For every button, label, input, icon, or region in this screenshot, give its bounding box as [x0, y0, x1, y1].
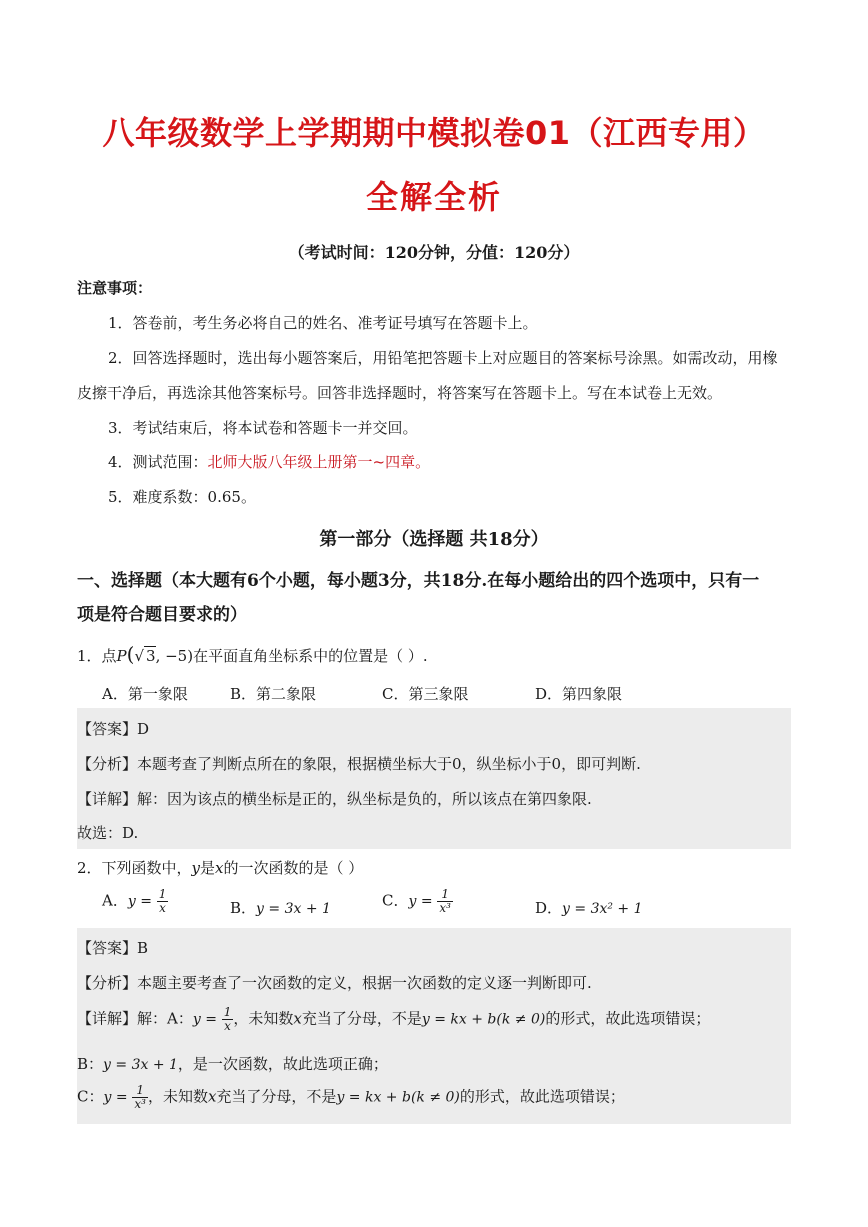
- q2-detail-a-var: x: [293, 1009, 302, 1028]
- q2-detail-b-expr: y = 3x + 1: [103, 1057, 178, 1073]
- q2-var-x: x: [215, 859, 224, 877]
- document-title: 八年级数学上学期期中模拟卷01（江西专用）: [102, 114, 766, 152]
- q1-detail: 【详解】解：因为该点的横坐标是正的，纵坐标是负的，所以该点在第四象限.: [77, 790, 592, 808]
- q2-detail-c-lhs: y =: [103, 1089, 128, 1106]
- q2-option-d-label: D．: [535, 899, 563, 917]
- notice-item-3: 3．考试结束后，将本试卷和答题卡一并交回。: [108, 419, 418, 437]
- q2-detail-c-suffix: 的形式，故此选项错误；: [459, 1087, 625, 1106]
- q2-detail-c-mid1: ，未知数: [147, 1087, 208, 1106]
- question-2-stem: [77, 857, 363, 878]
- q2-analysis: 【分析】本题主要考查了一次函数的定义，根据一次函数的定义逐一判断即可.: [77, 974, 592, 992]
- q2-detail-a-prefix: 【详解】解：A：: [77, 1009, 193, 1028]
- q2-option-a-lhs: y =: [127, 893, 152, 910]
- q2-option-b-label: B．: [230, 899, 257, 917]
- notice-item-1: 1．答卷前，考生务必将自己的姓名、准考证号填写在答题卡上。: [108, 314, 538, 332]
- sqrt-argument: 3: [146, 647, 156, 665]
- q2-detail-b-suffix: ，是一次函数，故此选项正确；: [177, 1055, 388, 1073]
- sqrt-sign: √: [134, 647, 145, 665]
- q2-detail-a-fraction: [222, 1006, 234, 1033]
- question-1-prefix: 1．点: [77, 647, 117, 665]
- q2-detail-c-fraction: [132, 1084, 148, 1111]
- q2-detail-c-mid2: 充当了分母，不是: [216, 1087, 337, 1106]
- q2-detail-c-prefix: C：: [77, 1087, 104, 1106]
- fraction-denominator: x³: [134, 1097, 146, 1111]
- q1-option-b: B．第二象限: [230, 685, 317, 703]
- q2-option-c: [382, 888, 453, 915]
- q2-detail-a-mid2: 充当了分母，不是: [301, 1009, 422, 1028]
- q2-detail-c: [77, 1084, 625, 1111]
- fraction-numerator: 1: [437, 888, 453, 902]
- q2-option-a-label: A．: [102, 891, 128, 910]
- point-open-paren: (: [126, 642, 135, 666]
- q2-detail-a: [77, 1006, 710, 1033]
- q2-detail-a-mid1: ，未知数: [233, 1009, 294, 1028]
- q1-solution-box: [77, 708, 791, 849]
- q2-option-c-label: C．: [382, 891, 409, 910]
- q1-option-a: A．第一象限: [102, 685, 188, 703]
- q2-option-d: [535, 897, 643, 918]
- q2-var-y: y: [191, 859, 201, 877]
- q2-option-c-lhs: y =: [408, 893, 433, 910]
- part-heading: 第一部分（选择题 共18分）: [319, 529, 549, 550]
- fraction-denominator: x: [224, 1019, 231, 1033]
- exam-info: （考试时间：120分钟，分值：120分）: [288, 243, 580, 262]
- q2-detail-b-prefix: B：: [77, 1055, 104, 1073]
- q2-detail-b: [77, 1053, 388, 1074]
- fraction-denominator: x³: [439, 901, 451, 915]
- section-heading-line1: 一、选择题（本大题有6个小题，每小题3分，共18分.在每小题给出的四个选项中，只有一: [77, 571, 760, 591]
- q2-detail-a-suffix: 的形式，故此选项错误；: [545, 1009, 711, 1028]
- q1-option-c: C．第三象限: [382, 685, 469, 703]
- question-1-suffix: 在平面直角坐标系中的位置是（ ）.: [193, 647, 428, 665]
- notice-item-4-prefix: 4．测试范围：: [108, 453, 208, 471]
- q2-stem-suffix: 的一次函数的是（ ）: [223, 859, 364, 877]
- document-subtitle: 全解全析: [365, 178, 502, 216]
- q2-detail-c-var: x: [207, 1087, 217, 1106]
- q2-stem-prefix: 2．下列函数中，: [77, 859, 192, 877]
- q2-option-b: [230, 897, 331, 918]
- q2-option-d-expr: y = 3x² + 1: [562, 901, 643, 917]
- q2-option-b-expr: y = 3x + 1: [256, 901, 331, 917]
- fraction-denominator: x: [159, 901, 166, 915]
- point-name: P: [116, 647, 127, 665]
- q2-detail-a-form: y = kx + b(k ≠ 0): [421, 1011, 546, 1028]
- notice-item-5: 5．难度系数：0.65。: [108, 488, 256, 506]
- q2-answer: 【答案】B: [77, 939, 149, 957]
- q2-detail-c-form: y = kx + b(k ≠ 0): [336, 1089, 460, 1106]
- q2-stem-mid: 是: [200, 859, 216, 877]
- q1-conclusion: 故选：D.: [77, 824, 139, 842]
- q2-option-c-fraction: [437, 888, 453, 915]
- q2-detail-a-lhs: y =: [192, 1011, 217, 1028]
- q1-option-d: D．第四象限: [535, 685, 623, 703]
- q2-option-a: [102, 888, 168, 915]
- question-1-stem: [77, 642, 428, 666]
- q1-answer: 【答案】D: [77, 720, 150, 738]
- notice-heading: 注意事项：: [77, 279, 153, 297]
- notice-item-2-line1: 2．回答选择题时，选出每小题答案后，用铅笔把答题卡上对应题目的答案标号涂黑。如需改动，用橡: [108, 349, 778, 367]
- test-scope: 北师大版八年级上册第一~四章。: [207, 453, 431, 471]
- q2-option-a-fraction: [157, 888, 169, 915]
- fraction-numerator: 1: [223, 1005, 232, 1019]
- point-rest: , −5): [155, 647, 194, 665]
- section-heading-line2: 项是符合题目要求的）: [77, 605, 247, 625]
- q1-analysis: 【分析】本题考查了判断点所在的象限，根据横坐标大于0，纵坐标小于0，即可判断.: [77, 755, 641, 773]
- notice-item-4: [108, 451, 430, 472]
- fraction-numerator: 1: [158, 887, 167, 901]
- notice-item-2-line2: 皮擦干净后，再选涂其他答案标号。回答非选择题时，将答案写在答题卡上。写在本试卷上无效。: [77, 384, 723, 402]
- fraction-numerator: 1: [132, 1084, 148, 1098]
